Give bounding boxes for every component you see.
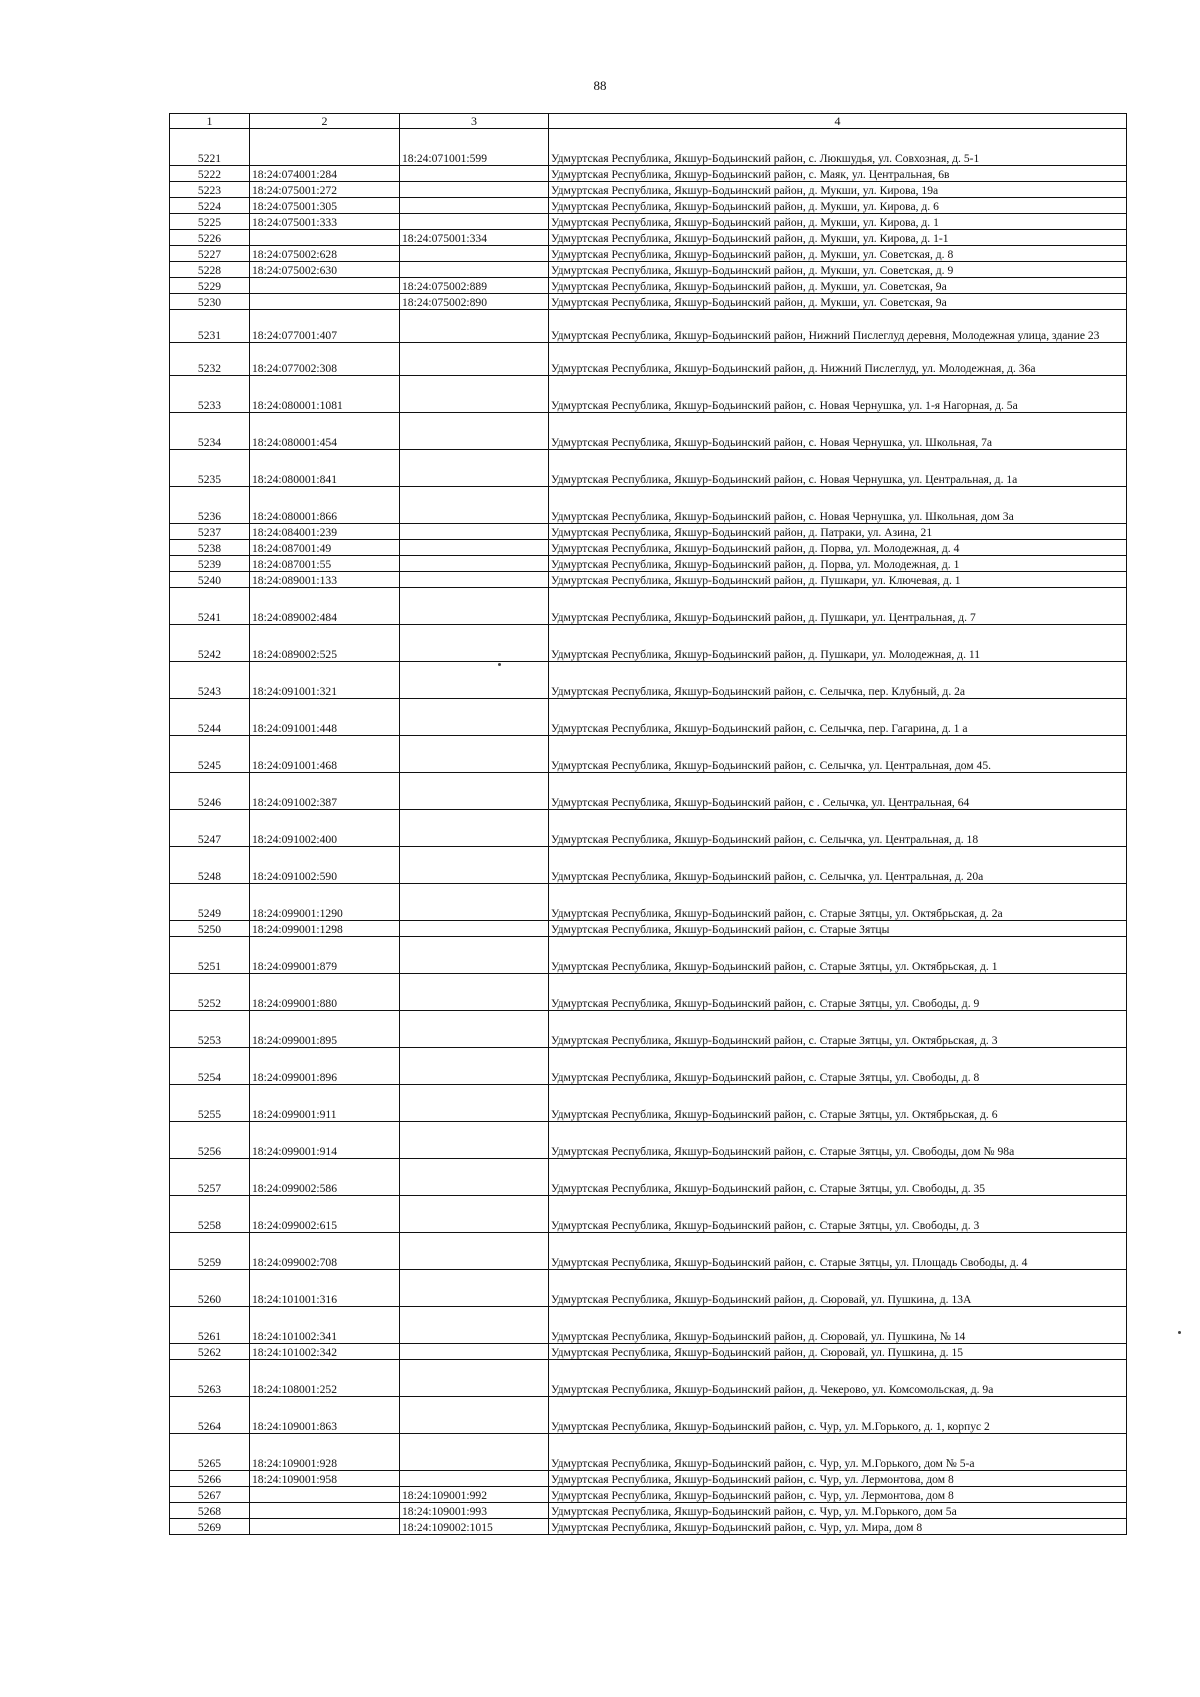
cadastral-number-cell: [250, 278, 400, 294]
cadastral-number-cell: 18:24:099001:896: [250, 1048, 400, 1085]
row-number-cell: 5263: [170, 1360, 250, 1397]
row-number-cell: 5257: [170, 1159, 250, 1196]
row-number-cell: 5265: [170, 1434, 250, 1471]
cadastral-number-cell: 18:24:109001:928: [250, 1434, 400, 1471]
address-cell: Удмуртская Республика, Якшур-Бодьинский район, с. Старые Зятцы, ул. Октябрьская, д. 1: [549, 937, 1127, 974]
address-cell: Удмуртская Республика, Якшур-Бодьинский район, д. Пушкари, ул. Молодежная, д. 11: [549, 625, 1127, 662]
address-cell: Удмуртская Республика, Якшур-Бодьинский район, д. Сюровай, ул. Пушкина, № 14: [549, 1307, 1127, 1344]
address-cell: Удмуртская Республика, Якшур-Бодьинский район, с. Новая Чернушка, ул. Школьная, дом 3а: [549, 487, 1127, 524]
cadastral-number-cell: 18:24:099001:895: [250, 1011, 400, 1048]
cadastral-number-cell: 18:24:084001:239: [250, 524, 400, 540]
cadastral-number-alt-cell: [400, 556, 549, 572]
cadastral-number-cell: [250, 129, 400, 166]
table-row: [170, 1085, 1127, 1122]
address-cell: Удмуртская Республика, Якшур-Бодьинский район, с. Старые Зятцы, ул. Октябрьская, д. 6: [549, 1085, 1127, 1122]
cadastral-number-cell: 18:24:091001:468: [250, 736, 400, 773]
cadastral-number-cell: 18:24:080001:1081: [250, 376, 400, 413]
row-number-cell: 5251: [170, 937, 250, 974]
address-cell: Удмуртская Республика, Якшур-Бодьинский район, д. Порва, ул. Молодежная, д. 1: [549, 556, 1127, 572]
table-row: [170, 556, 1127, 572]
cadastral-number-alt-cell: [400, 310, 549, 343]
cadastral-number-alt-cell: [400, 262, 549, 278]
table-row: [170, 310, 1127, 343]
cadastral-number-alt-cell: [400, 540, 549, 556]
row-number-cell: 5231: [170, 310, 250, 343]
cadastral-number-alt-cell: [400, 937, 549, 974]
address-cell: Удмуртская Республика, Якшур-Бодьинский район, с. Старые Зятцы, ул. Октябрьская, д. 3: [549, 1011, 1127, 1048]
address-cell: Удмуртская Республика, Якшур-Бодьинский район, с. Селычка, ул. Центральная, д. 20а: [549, 847, 1127, 884]
row-number-cell: 5229: [170, 278, 250, 294]
table-row: [170, 884, 1127, 921]
cadastral-number-alt-cell: [400, 1048, 549, 1085]
table-row: [170, 1159, 1127, 1196]
table-row: [170, 921, 1127, 937]
table-row: [170, 572, 1127, 588]
table-row: [170, 1519, 1127, 1535]
table-row: [170, 810, 1127, 847]
cadastral-number-cell: [250, 1503, 400, 1519]
cadastral-number-cell: 18:24:087001:49: [250, 540, 400, 556]
table-row: [170, 246, 1127, 262]
cadastral-number-alt-cell: [400, 974, 549, 1011]
row-number-cell: 5225: [170, 214, 250, 230]
cadastral-number-cell: 18:24:089002:525: [250, 625, 400, 662]
cadastral-number-cell: 18:24:101002:342: [250, 1344, 400, 1360]
cadastral-number-alt-cell: 18:24:109002:1015: [400, 1519, 549, 1535]
cadastral-number-cell: 18:24:077002:308: [250, 343, 400, 376]
address-cell: Удмуртская Республика, Якшур-Бодьинский район, д. Чекерово, ул. Комсомольская, д. 9а: [549, 1360, 1127, 1397]
header-row: [170, 114, 1127, 129]
cadastral-number-cell: 18:24:080001:454: [250, 413, 400, 450]
row-number-cell: 5266: [170, 1471, 250, 1487]
row-number-cell: 5262: [170, 1344, 250, 1360]
row-number-cell: 5253: [170, 1011, 250, 1048]
address-cell: Удмуртская Республика, Якшур-Бодьинский район, д. Пушкари, ул. Центральная, д. 7: [549, 588, 1127, 625]
address-cell: Удмуртская Республика, Якшур-Бодьинский район, с. Новая Чернушка, ул. 1-я Нагорная, д. 5а: [549, 376, 1127, 413]
registry-table: [169, 113, 1127, 1535]
header-col-1: 1: [170, 114, 250, 129]
address-cell: Удмуртская Республика, Якшур-Бодьинский район, д. Сюровай, ул. Пушкина, д. 15: [549, 1344, 1127, 1360]
cadastral-number-alt-cell: 18:24:075001:334: [400, 230, 549, 246]
table-row: [170, 1397, 1127, 1434]
cadastral-number-cell: 18:24:074001:284: [250, 166, 400, 182]
cadastral-number-alt-cell: [400, 1344, 549, 1360]
cadastral-number-cell: 18:24:099002:586: [250, 1159, 400, 1196]
row-number-cell: 5242: [170, 625, 250, 662]
table-row: [170, 487, 1127, 524]
row-number-cell: 5249: [170, 884, 250, 921]
table-row: [170, 662, 1127, 699]
table-row: [170, 699, 1127, 736]
row-number-cell: 5260: [170, 1270, 250, 1307]
row-number-cell: 5248: [170, 847, 250, 884]
table-row: [170, 773, 1127, 810]
cadastral-number-cell: 18:24:109001:863: [250, 1397, 400, 1434]
cadastral-number-cell: 18:24:099001:914: [250, 1122, 400, 1159]
address-cell: Удмуртская Республика, Якшур-Бодьинский район, с. Старые Зятцы, ул. Площадь Свободы, д. 4: [549, 1233, 1127, 1270]
cadastral-number-alt-cell: [400, 1397, 549, 1434]
table-row: [170, 540, 1127, 556]
cadastral-number-cell: 18:24:099001:879: [250, 937, 400, 974]
table-row: [170, 1434, 1127, 1471]
row-number-cell: 5227: [170, 246, 250, 262]
row-number-cell: 5264: [170, 1397, 250, 1434]
row-number-cell: 5261: [170, 1307, 250, 1344]
table-row: [170, 1360, 1127, 1397]
table-row: [170, 278, 1127, 294]
row-number-cell: 5234: [170, 413, 250, 450]
cadastral-number-alt-cell: [400, 376, 549, 413]
cadastral-number-alt-cell: [400, 1159, 549, 1196]
cadastral-number-alt-cell: [400, 699, 549, 736]
cadastral-number-cell: 18:24:075002:630: [250, 262, 400, 278]
cadastral-number-alt-cell: [400, 214, 549, 230]
address-cell: Удмуртская Республика, Якшур-Бодьинский район, с. Чур, ул. Лермонтова, дом 8: [549, 1487, 1127, 1503]
cadastral-number-alt-cell: 18:24:075002:889: [400, 278, 549, 294]
address-cell: Удмуртская Республика, Якшур-Бодьинский район, д. Пушкари, ул. Ключевая, д. 1: [549, 572, 1127, 588]
cadastral-number-alt-cell: [400, 810, 549, 847]
cadastral-number-alt-cell: [400, 773, 549, 810]
address-cell: Удмуртская Республика, Якшур-Бодьинский район, с. Селычка, ул. Центральная, д. 18: [549, 810, 1127, 847]
table-row: [170, 524, 1127, 540]
cadastral-number-alt-cell: 18:24:109001:993: [400, 1503, 549, 1519]
cadastral-number-alt-cell: [400, 921, 549, 937]
table-row: [170, 1233, 1127, 1270]
address-cell: Удмуртская Республика, Якшур-Бодьинский район, с. Старые Зятцы, ул. Свободы, дом № 98а: [549, 1122, 1127, 1159]
address-cell: Удмуртская Республика, Якшур-Бодьинский район, с. Старые Зятцы, ул. Свободы, д. 3: [549, 1196, 1127, 1233]
cadastral-number-alt-cell: [400, 884, 549, 921]
cadastral-number-cell: 18:24:089001:133: [250, 572, 400, 588]
cadastral-number-cell: 18:24:091002:387: [250, 773, 400, 810]
address-cell: Удмуртская Республика, Якшур-Бодьинский район, д. Мукши, ул. Кирова, д. 6: [549, 198, 1127, 214]
cadastral-number-cell: 18:24:101001:316: [250, 1270, 400, 1307]
cadastral-number-alt-cell: [400, 182, 549, 198]
cadastral-number-alt-cell: [400, 588, 549, 625]
cadastral-number-alt-cell: [400, 524, 549, 540]
cadastral-number-alt-cell: [400, 572, 549, 588]
cadastral-number-cell: [250, 230, 400, 246]
address-cell: Удмуртская Республика, Якшур-Бодьинский район, с. Старые Зятцы: [549, 921, 1127, 937]
row-number-cell: 5238: [170, 540, 250, 556]
cadastral-number-cell: 18:24:109001:958: [250, 1471, 400, 1487]
address-cell: Удмуртская Республика, Якшур-Бодьинский район, с. Старые Зятцы, ул. Свободы, д. 35: [549, 1159, 1127, 1196]
cadastral-number-cell: 18:24:089002:484: [250, 588, 400, 625]
address-cell: Удмуртская Республика, Якшур-Бодьинский район, д. Нижний Пислеглуд, ул. Молодежная, д. 36а: [549, 343, 1127, 376]
scan-speck: [498, 663, 501, 666]
address-cell: Удмуртская Республика, Якшур-Бодьинский район, с. Новая Чернушка, ул. Школьная, 7а: [549, 413, 1127, 450]
address-cell: Удмуртская Республика, Якшур-Бодьинский район, с. Старые Зятцы, ул. Октябрьская, д. 2а: [549, 884, 1127, 921]
scan-speck: [1178, 1331, 1181, 1334]
row-number-cell: 5226: [170, 230, 250, 246]
row-number-cell: 5222: [170, 166, 250, 182]
address-cell: Удмуртская Республика, Якшур-Бодьинский район, д. Мукши, ул. Советская, д. 9: [549, 262, 1127, 278]
address-cell: Удмуртская Республика, Якшур-Бодьинский район, с. Чур, ул. М.Горького, дом 5а: [549, 1503, 1127, 1519]
address-cell: Удмуртская Республика, Якшур-Бодьинский район, д. Порва, ул. Молодежная, д. 4: [549, 540, 1127, 556]
row-number-cell: 5230: [170, 294, 250, 310]
row-number-cell: 5254: [170, 1048, 250, 1085]
cadastral-number-cell: [250, 1519, 400, 1535]
address-cell: Удмуртская Республика, Якшур-Бодьинский район, с. Старые Зятцы, ул. Свободы, д. 8: [549, 1048, 1127, 1085]
address-cell: Удмуртская Республика, Якшур-Бодьинский район, д. Сюровай, ул. Пушкина, д. 13А: [549, 1270, 1127, 1307]
cadastral-number-alt-cell: [400, 487, 549, 524]
address-cell: Удмуртская Республика, Якшур-Бодьинский район, с . Селычка, ул. Центральная, 64: [549, 773, 1127, 810]
table-row: [170, 1487, 1127, 1503]
row-number-cell: 5245: [170, 736, 250, 773]
row-number-cell: 5224: [170, 198, 250, 214]
cadastral-number-cell: [250, 1487, 400, 1503]
cadastral-number-cell: 18:24:091002:590: [250, 847, 400, 884]
table-row: [170, 1503, 1127, 1519]
table-row: [170, 1270, 1127, 1307]
table-row: [170, 413, 1127, 450]
table-row: [170, 343, 1127, 376]
cadastral-number-alt-cell: [400, 1011, 549, 1048]
table-row: [170, 262, 1127, 278]
cadastral-number-alt-cell: [400, 1122, 549, 1159]
table-row: [170, 1471, 1127, 1487]
row-number-cell: 5240: [170, 572, 250, 588]
table-row: [170, 974, 1127, 1011]
row-number-cell: 5235: [170, 450, 250, 487]
cadastral-number-alt-cell: [400, 198, 549, 214]
address-cell: Удмуртская Республика, Якшур-Бодьинский район, с. Новая Чернушка, ул. Центральная, д. 1а: [549, 450, 1127, 487]
address-cell: Удмуртская Республика, Якшур-Бодьинский район, д. Патраки, ул. Азина, 21: [549, 524, 1127, 540]
cadastral-number-cell: 18:24:099001:911: [250, 1085, 400, 1122]
table-row: [170, 625, 1127, 662]
cadastral-number-alt-cell: [400, 450, 549, 487]
cadastral-number-cell: 18:24:099002:615: [250, 1196, 400, 1233]
address-cell: Удмуртская Республика, Якшур-Бодьинский район, с. Чур, ул. М.Горького, дом № 5-а: [549, 1434, 1127, 1471]
cadastral-number-cell: 18:24:099002:708: [250, 1233, 400, 1270]
cadastral-number-alt-cell: [400, 1270, 549, 1307]
address-cell: Удмуртская Республика, Якшур-Бодьинский район, д. Мукши, ул. Советская, 9а: [549, 278, 1127, 294]
cadastral-number-cell: [250, 294, 400, 310]
cadastral-number-alt-cell: [400, 1233, 549, 1270]
cadastral-number-cell: 18:24:087001:55: [250, 556, 400, 572]
cadastral-number-cell: 18:24:075001:333: [250, 214, 400, 230]
row-number-cell: 5236: [170, 487, 250, 524]
address-cell: Удмуртская Республика, Якшур-Бодьинский район, с. Чур, ул. М.Горького, д. 1, корпус 2: [549, 1397, 1127, 1434]
cadastral-number-cell: 18:24:077001:407: [250, 310, 400, 343]
cadastral-number-alt-cell: [400, 1434, 549, 1471]
cadastral-number-alt-cell: [400, 1307, 549, 1344]
cadastral-number-alt-cell: 18:24:109001:992: [400, 1487, 549, 1503]
address-cell: Удмуртская Республика, Якшур-Бодьинский район, с. Старые Зятцы, ул. Свободы, д. 9: [549, 974, 1127, 1011]
table-row: [170, 1196, 1127, 1233]
table-row: [170, 1344, 1127, 1360]
cadastral-number-cell: 18:24:108001:252: [250, 1360, 400, 1397]
table-row: [170, 588, 1127, 625]
row-number-cell: 5267: [170, 1487, 250, 1503]
table-row: [170, 129, 1127, 166]
table-row: [170, 198, 1127, 214]
row-number-cell: 5250: [170, 921, 250, 937]
row-number-cell: 5244: [170, 699, 250, 736]
cadastral-number-cell: 18:24:091001:448: [250, 699, 400, 736]
row-number-cell: 5258: [170, 1196, 250, 1233]
row-number-cell: 5228: [170, 262, 250, 278]
row-number-cell: 5241: [170, 588, 250, 625]
row-number-cell: 5221: [170, 129, 250, 166]
table-row: [170, 230, 1127, 246]
table-body: [170, 129, 1127, 1535]
cadastral-number-cell: 18:24:099001:880: [250, 974, 400, 1011]
cadastral-number-cell: 18:24:091001:321: [250, 662, 400, 699]
row-number-cell: 5246: [170, 773, 250, 810]
cadastral-number-cell: 18:24:091002:400: [250, 810, 400, 847]
table-row: [170, 450, 1127, 487]
row-number-cell: 5233: [170, 376, 250, 413]
row-number-cell: 5268: [170, 1503, 250, 1519]
page-number: 88: [593, 78, 607, 93]
cadastral-number-alt-cell: [400, 625, 549, 662]
cadastral-number-cell: 18:24:101002:341: [250, 1307, 400, 1344]
address-cell: Удмуртская Республика, Якшур-Бодьинский район, Нижний Пислеглуд деревня, Молодежная улица, здание 23: [549, 310, 1127, 343]
address-cell: Удмуртская Республика, Якшур-Бодьинский район, д. Мукши, ул. Кирова, д. 1: [549, 214, 1127, 230]
table-row: [170, 1122, 1127, 1159]
address-cell: Удмуртская Республика, Якшур-Бодьинский район, с. Селычка, пер. Клубный, д. 2а: [549, 662, 1127, 699]
cadastral-number-cell: 18:24:080001:841: [250, 450, 400, 487]
row-number-cell: 5269: [170, 1519, 250, 1535]
cadastral-number-alt-cell: [400, 1471, 549, 1487]
address-cell: Удмуртская Республика, Якшур-Бодьинский район, с. Селычка, ул. Центральная, дом 45.: [549, 736, 1127, 773]
table-row: [170, 1011, 1127, 1048]
address-cell: Удмуртская Республика, Якшур-Бодьинский район, с. Чур, ул. Мира, дом 8: [549, 1519, 1127, 1535]
cadastral-number-alt-cell: [400, 166, 549, 182]
address-cell: Удмуртская Республика, Якшур-Бодьинский район, д. Мукши, ул. Кирова, 19а: [549, 182, 1127, 198]
address-cell: Удмуртская Республика, Якшур-Бодьинский район, с. Люкшудья, ул. Совхозная, д. 5-1: [549, 129, 1127, 166]
address-cell: Удмуртская Республика, Якшур-Бодьинский район, с. Маяк, ул. Центральная, 6в: [549, 166, 1127, 182]
address-cell: Удмуртская Республика, Якшур-Бодьинский район, д. Мукши, ул. Советская, д. 8: [549, 246, 1127, 262]
header-col-4: 4: [549, 114, 1127, 129]
cadastral-number-cell: 18:24:075002:628: [250, 246, 400, 262]
cadastral-number-alt-cell: [400, 736, 549, 773]
cadastral-number-cell: 18:24:075001:305: [250, 198, 400, 214]
table-row: [170, 294, 1127, 310]
address-cell: Удмуртская Республика, Якшур-Бодьинский район, с. Чур, ул. Лермонтова, дом 8: [549, 1471, 1127, 1487]
row-number-cell: 5252: [170, 974, 250, 1011]
cadastral-number-alt-cell: 18:24:075002:890: [400, 294, 549, 310]
table-row: [170, 847, 1127, 884]
row-number-cell: 5223: [170, 182, 250, 198]
address-cell: Удмуртская Республика, Якшур-Бодьинский район, д. Мукши, ул. Советская, 9а: [549, 294, 1127, 310]
table-row: [170, 1307, 1127, 1344]
cadastral-number-cell: 18:24:099001:1298: [250, 921, 400, 937]
cadastral-number-alt-cell: [400, 1085, 549, 1122]
row-number-cell: 5232: [170, 343, 250, 376]
table-row: [170, 376, 1127, 413]
cadastral-number-alt-cell: [400, 847, 549, 884]
table-row: [170, 937, 1127, 974]
row-number-cell: 5256: [170, 1122, 250, 1159]
cadastral-number-alt-cell: [400, 662, 549, 699]
row-number-cell: 5247: [170, 810, 250, 847]
cadastral-number-alt-cell: [400, 343, 549, 376]
header-col-3: 3: [400, 114, 549, 129]
table-row: [170, 182, 1127, 198]
cadastral-number-alt-cell: 18:24:071001:599: [400, 129, 549, 166]
cadastral-number-cell: 18:24:080001:866: [250, 487, 400, 524]
row-number-cell: 5255: [170, 1085, 250, 1122]
cadastral-number-alt-cell: [400, 1360, 549, 1397]
row-number-cell: 5239: [170, 556, 250, 572]
cadastral-number-cell: 18:24:075001:272: [250, 182, 400, 198]
table-row: [170, 736, 1127, 773]
cadastral-number-cell: 18:24:099001:1290: [250, 884, 400, 921]
cadastral-number-alt-cell: [400, 1196, 549, 1233]
address-cell: Удмуртская Республика, Якшур-Бодьинский район, с. Селычка, пер. Гагарина, д. 1 а: [549, 699, 1127, 736]
table-row: [170, 214, 1127, 230]
address-cell: Удмуртская Республика, Якшур-Бодьинский район, д. Мукши, ул. Кирова, д. 1-1: [549, 230, 1127, 246]
cadastral-number-alt-cell: [400, 246, 549, 262]
cadastral-number-alt-cell: [400, 413, 549, 450]
table-row: [170, 1048, 1127, 1085]
row-number-cell: 5243: [170, 662, 250, 699]
table-row: [170, 166, 1127, 182]
row-number-cell: 5259: [170, 1233, 250, 1270]
row-number-cell: 5237: [170, 524, 250, 540]
header-col-2: 2: [250, 114, 400, 129]
